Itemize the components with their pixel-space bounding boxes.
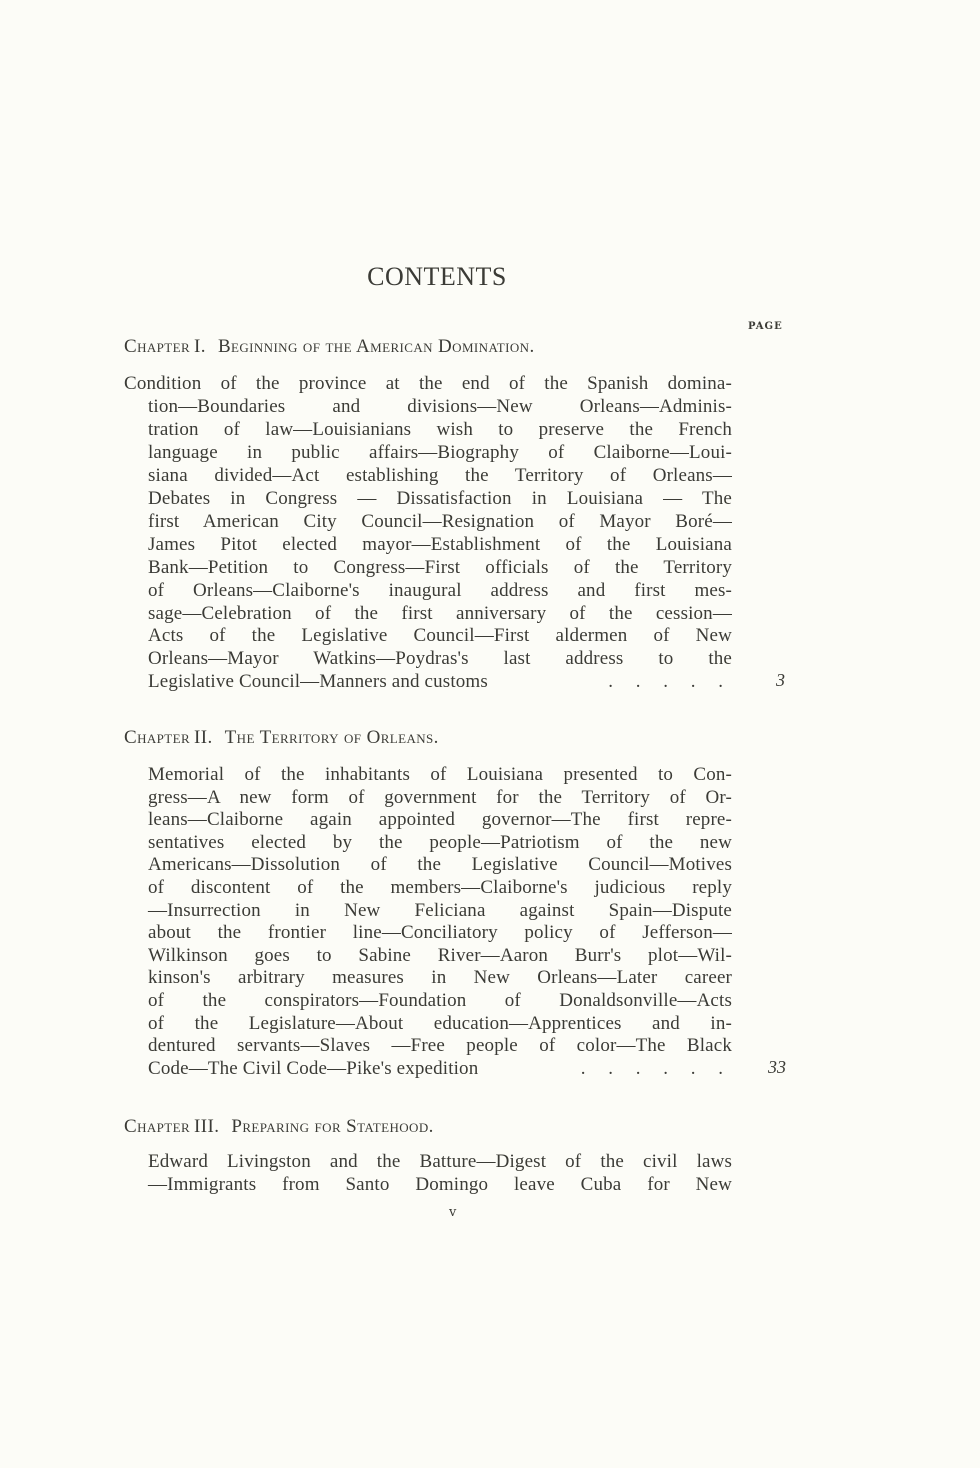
- chapter-summary-line: —Immigrants from Santo Domingo leave Cuba for New: [148, 1174, 732, 1195]
- chapter-summary-line: Bank—Petition to Congress—First officials of the Territory: [148, 556, 732, 578]
- chapter-summary-line: dentured servants—Slaves —Free people of color—The Black: [148, 1035, 732, 1057]
- summary-text: Legislative Council—Manners and customs: [148, 671, 488, 693]
- page-folio: v: [449, 1205, 457, 1220]
- chapter-summary-line: kinson's arbitrary measures in New Orleans—Later career: [148, 967, 732, 989]
- chapter-summary-line: Edward Livingston and the Batture—Digest of the civil laws: [148, 1151, 732, 1172]
- chapter-summary-line: Memorial of the inhabitants of Louisiana presented to Con-: [148, 764, 732, 785]
- chapter-summary-line: leans—Claiborne again appointed governor—The first repre-: [148, 809, 732, 831]
- chapter-summary-line: [148, 1057, 732, 1080]
- chapter-summary-line: siana divided—Act establishing the Territory of Orleans—: [148, 464, 732, 486]
- chapter-page-number[interactable]: 33: [768, 1057, 786, 1077]
- chapter-summary-line: language in public affairs—Biography of Claiborne—Loui-: [148, 441, 732, 463]
- dot-leader: . . . . .: [608, 671, 732, 693]
- chapter-label: Chapter: [124, 336, 191, 357]
- chapter-label: Chapter: [124, 727, 191, 748]
- chapter-summary-line: of the Legislature—About education—Apprentices and in-: [148, 1012, 732, 1034]
- chapter-summary-line: Acts of the Legislative Council—First aldermen of New: [148, 625, 732, 647]
- chapter-summary-line: Orleans—Mayor Watkins—Poydras's last address to the: [148, 648, 732, 670]
- chapter-label: Chapter: [124, 1116, 191, 1137]
- chapter-title: Preparing for Statehood.: [231, 1116, 434, 1137]
- chapter-heading: [124, 336, 535, 358]
- chapter-title: Beginning of the American Domination.: [217, 336, 535, 357]
- chapter-summary-line: tration of law—Louisianians wish to preserve the French: [148, 418, 732, 440]
- page-column-label: PAGE: [748, 321, 783, 332]
- chapter-summary-line: Americans—Dissolution of the Legislative Council—Motives: [148, 854, 732, 876]
- summary-text: Code—The Civil Code—Pike's expedition: [148, 1057, 479, 1079]
- chapter-summary-line: of discontent of the members—Claiborne's judicious reply: [148, 877, 732, 898]
- chapter-number: I.: [194, 336, 206, 357]
- chapter-summary-line: of Orleans—Claiborne's inaugural address and first mes-: [148, 579, 732, 601]
- chapter-summary-line: first American City Council—Resignation of Mayor Boré—: [148, 510, 732, 532]
- dot-leader: . . . . . .: [580, 1057, 732, 1079]
- chapter-summary-line: tion—Boundaries and divisions—New Orleans—Adminis-: [148, 395, 732, 417]
- chapter-number: II.: [194, 727, 213, 748]
- chapter-summary-line: Wilkinson goes to Sabine River—Aaron Burr's plot—Wil-: [148, 944, 732, 966]
- chapter-summary-line: gress—A new form of government for the Territory of Or-: [148, 786, 732, 808]
- chapter-summary-line: —Insurrection in New Feliciana against Spain—Dispute: [148, 899, 732, 921]
- chapter-summary-line: about the frontier line—Conciliatory policy of Jefferson—: [148, 922, 732, 944]
- chapter-heading: [124, 727, 439, 749]
- chapter-heading: [124, 1116, 434, 1138]
- chapter-summary-line: Condition of the province at the end of the Spanish domina-: [124, 373, 732, 394]
- chapter-summary-line: of the conspirators—Foundation of Donaldsonville—Acts: [148, 990, 732, 1011]
- chapter-title: The Territory of Orleans.: [224, 727, 439, 748]
- chapter-number: III.: [194, 1116, 220, 1137]
- chapter-summary-line: sentatives elected by the people—Patriotism of the new: [148, 831, 732, 853]
- chapter-summary-line: James Pitot elected mayor—Establishment of the Louisiana: [148, 533, 732, 555]
- chapter-page-number[interactable]: 3: [776, 670, 785, 690]
- chapter-summary-line: sage—Celebration of the first anniversary of the cession—: [148, 602, 732, 624]
- page-title: CONTENTS: [367, 262, 507, 291]
- chapter-summary-line: Debates in Congress — Dissatisfaction in Louisiana — The: [148, 487, 732, 509]
- chapter-summary-line: [148, 670, 732, 693]
